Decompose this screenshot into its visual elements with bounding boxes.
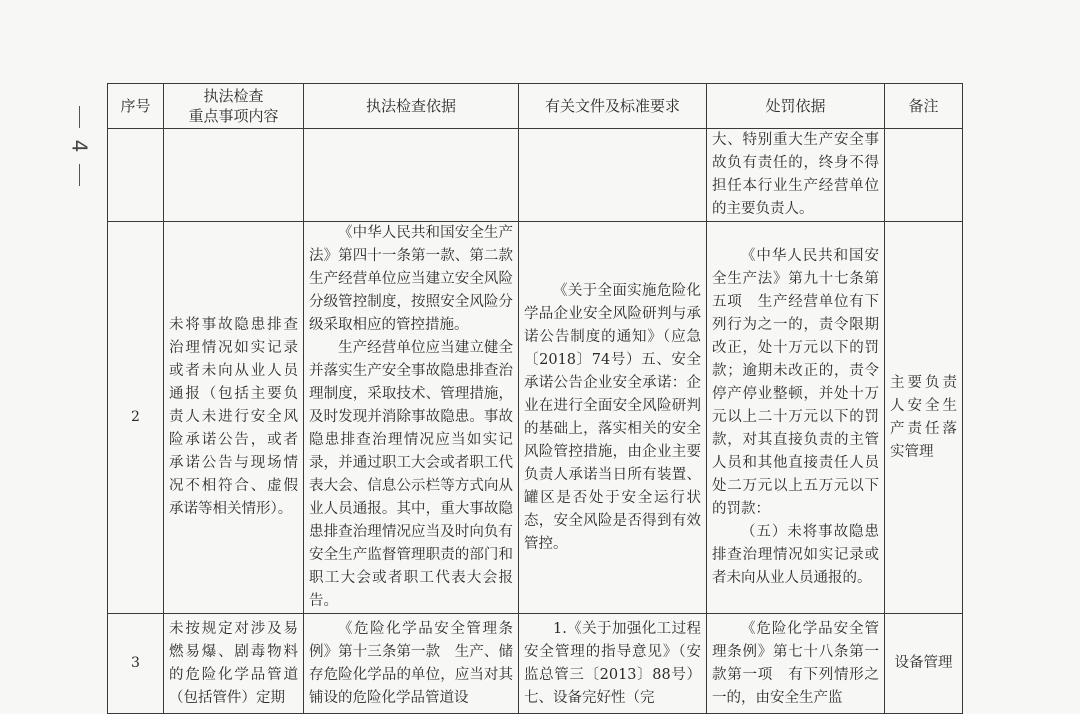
row1-seq xyxy=(108,129,164,222)
enforcement-table xyxy=(107,83,963,714)
header-seq: 序号 xyxy=(108,84,164,129)
header-remark: 备注 xyxy=(885,84,963,129)
header-penalty: 处罚依据 xyxy=(707,84,885,129)
table-row xyxy=(108,614,963,714)
table-row xyxy=(108,129,963,222)
row2-docs xyxy=(519,222,707,614)
page-number xyxy=(64,100,94,192)
row2-penalty xyxy=(707,222,885,614)
table-header-row xyxy=(108,84,963,129)
row2-basis-para2: 生产经营单位应当建立健全并落实生产安全事故隐患排查治理制度，采取技术、管理措施，及时发现并消除事故隐患。事故隐患排查治理情况应当如实记录，并通过职工大会或者职工代表大会、信息公示栏等方式向从业人员通报。其中，重大事故隐患排查治理情况应当及时向负有安全生产监督管理职责的部门和职工大会或者职工代表大会报告。 xyxy=(309,340,513,609)
row1-remark xyxy=(885,129,963,222)
header-item xyxy=(164,84,304,129)
row1-penalty xyxy=(707,129,885,222)
row2-basis-para1: 《中华人民共和国安全生产法》第四十一条第一款、第二款 生产经营单位应当建立安全风险分级管控制度，按照安全风险分级采取相应的管控措施。 xyxy=(309,225,528,333)
row3-basis-text: 《危险化学品安全管理条例》第十三条第一款 生产、储存危险化学品的单位，应当对其铺设的危险化学品管道设 xyxy=(309,620,513,706)
row2-penalty-para1: 《中华人民共和国安全生产法》第九十七条第五项 生产经营单位有下列行为之一的，责令限期改正，处十万元以下的罚款；逾期未改正的，责令停产停业整顿，并处十万元以上二十万元以下的罚款，对其直接负责的主管人员和其他直接责任人员处二万元以上五万元以下的罚款： xyxy=(712,248,879,517)
table-row xyxy=(108,222,963,614)
row3-remark: 设备管理 xyxy=(885,614,963,714)
row2-item: 未将事故隐患排查治理情况如实记录或者未向从业人员通报（包括主要负责人未进行安全风险承诺公告，或者承诺公告与现场情况不相符合、虚假承诺等相关情形）。 xyxy=(164,222,304,614)
row2-docs-text: 《关于全面实施危险化学品企业安全风险研判与承诺公告制度的通知》（应急〔2018〕74号）五、安全承诺公告企业安全承诺：企业在进行全面安全风险研判的基础上，落实相关的安全风险管控措施，由企业主要负责人承诺当日所有装置、罐区是否处于安全运行状态，安全风险是否得到有效管控。 xyxy=(524,282,701,552)
header-item-line2: 重点事项内容 xyxy=(188,107,279,125)
row3-item: 未按规定对涉及易燃易爆、剧毒物料的危险化学品管道（包括管件）定期 xyxy=(164,614,304,714)
row1-basis xyxy=(304,129,519,222)
row3-docs xyxy=(519,614,707,714)
row2-seq: 2 xyxy=(108,222,164,614)
row3-seq: 3 xyxy=(108,614,164,714)
row2-penalty-para2: （五）未将事故隐患排查治理情况如实记录或者未向从业人员通报的。 xyxy=(712,524,879,586)
row2-remark: 主要负责人安全生产责任落实管理 xyxy=(885,222,963,614)
row1-penalty-text: 大、特别重大生产安全事故负有责任的，终身不得担任本行业生产经营单位的主要负责人。 xyxy=(712,132,879,217)
row3-basis xyxy=(304,614,519,714)
row1-docs xyxy=(519,129,707,222)
page-number-dash-bottom xyxy=(79,164,80,186)
row3-penalty xyxy=(707,614,885,714)
row2-basis xyxy=(304,222,528,614)
row3-docs-text: 1.《关于加强化工过程安全管理的指导意见》（安监总管三〔2013〕88号）七、设备完好性（完 xyxy=(524,620,701,706)
page-number-text: 4 xyxy=(66,139,91,153)
header-basis: 执法检查依据 xyxy=(304,84,519,129)
row3-penalty-text: 《危险化学品安全管理条例》第七十八条第一款第一项 有下列情形之一的，由安全生产监 xyxy=(712,620,879,706)
page-number-dash-top xyxy=(79,106,80,128)
row1-item xyxy=(164,129,304,222)
header-docs: 有关文件及标准要求 xyxy=(519,84,707,129)
header-item-line1: 执法检查 xyxy=(203,87,264,105)
